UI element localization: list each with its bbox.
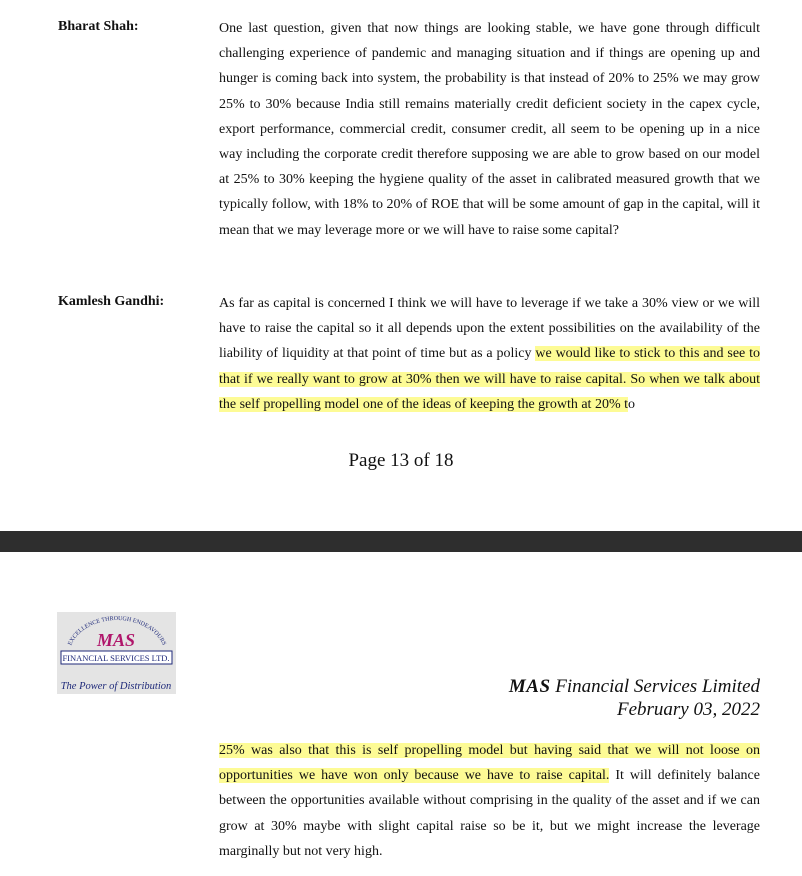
speaker-name-kamlesh-gandhi: Kamlesh Gandhi: bbox=[58, 294, 165, 309]
company-logo bbox=[57, 612, 176, 694]
document-date: February 03, 2022 bbox=[616, 699, 760, 720]
page-break-divider bbox=[0, 531, 802, 552]
kamlesh-text-tail: o bbox=[628, 396, 636, 412]
company-name bbox=[509, 675, 760, 698]
document-header bbox=[509, 675, 760, 721]
kamlesh-text-plain: As far as capital is concerned I think we will have to leverage if we take a 30% view or we will have to raise the capital so it all depends upon the extent possibilities on the availability of the liability of liquidity at that point of time but as a policy bbox=[219, 296, 760, 362]
logo-brand: MAS bbox=[96, 630, 136, 650]
logo-tagline: The Power of Distribution bbox=[60, 681, 172, 692]
speaker-text-bharat-shah: One last question, given that now things are looking stable, we have gone through difficult challenging experience of pandemic and managing situation and if things are opening up and hunger is coming back into system, the probability is that instead of 20% to 25% we may grow 25% to 30% because India still remains materially credit deficient society in the capex cycle, export performance, commercial credit, consumer credit, all seem to be opening up in a nice way including the corporate credit therefore supposing we are able to grow based on our model at 25% to 30% keeping the hygiene quality of the asset in calibrated measured growth that we typically follow, with 18% to 20% of ROE that will be some amount of gap in the capital, will it mean that we may leverage more or we will have to raise some capital? bbox=[219, 21, 760, 238]
continuation-text-highlighted: 25% was also that this is self propelling model but having said that we will not loose on opportunities we have won only because we have to raise capital. bbox=[219, 743, 760, 784]
logo-company-box: FINANCIAL SERVICES LTD. bbox=[62, 653, 170, 663]
company-name-rest: Financial Services Limited bbox=[550, 676, 760, 697]
speaker-name-bharat-shah: Bharat Shah: bbox=[58, 19, 139, 34]
speaker-text-kamlesh-gandhi bbox=[219, 291, 760, 417]
continuation-text bbox=[219, 738, 760, 864]
page-number: Page 13 of 18 bbox=[348, 450, 454, 471]
kamlesh-text-highlighted: we would like to stick to this and see to that if we really want to grow at 30% then we will have to raise capital. So when we talk about the self propelling model one of the ideas of keeping the growth at 20% t bbox=[219, 346, 761, 412]
logo-arc-text: EXCELLENCE THROUGH ENDEAVOURS bbox=[67, 615, 167, 647]
continuation-text-plain: It will definitely balance between the opportunities available without comprising in the quality of the asset and if we can grow at 30% maybe with slight capital raise so be it, but we might increase the leverage marginally but not very high. bbox=[219, 768, 760, 859]
company-brand-mark: MAS bbox=[508, 676, 551, 697]
